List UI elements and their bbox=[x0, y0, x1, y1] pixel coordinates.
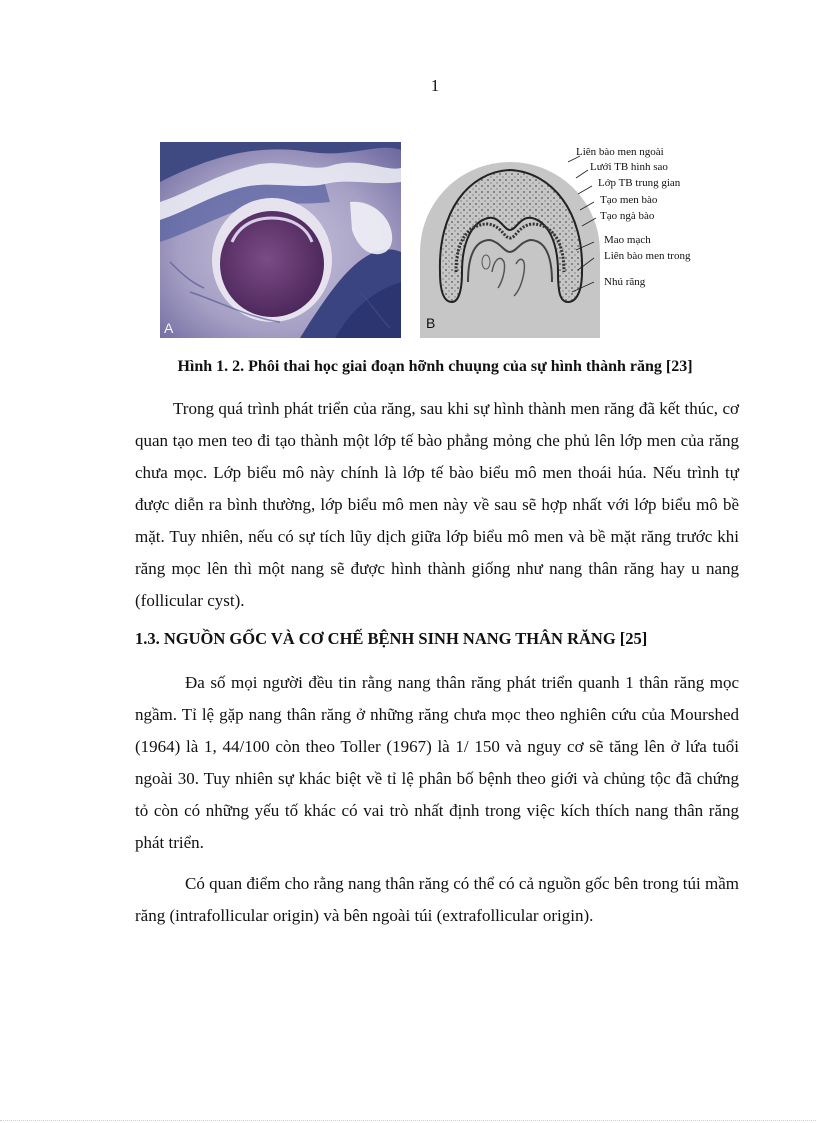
label-stellate-reticulum: Lưới TB hình sao bbox=[590, 161, 668, 173]
label-stratum-intermedium: Lớp TB trung gian bbox=[598, 177, 681, 189]
figure-caption: Hình 1. 2. Phôi thai học giai đoạn hỡnh chuụng của sự hình thành răng [23] bbox=[177, 358, 693, 375]
label-inner-enamel-epithelium: Liên bào men trong bbox=[604, 250, 691, 262]
paragraph: Trong quá trình phát triển của răng, sau khi sự hình thành men răng đã kết thúc, cơ quan tạo men teo đi tạo thành một lớp tế bào phẳng mỏng che phủ lên lớp men của răng chưa mọc. Lớp biểu mô này chính là lớp tế bào biểu mô men thoái húa. Nếu trình tự được diễn ra bình thường, lớp biểu mô men này về sau sẽ hợp nhất với lớp biểu mô bề mặt. Tuy nhiên, nếu có sự tích lũy dịch giữa lớp biểu mô men và bề mặt răng trước khi răng mọc lên thì một nang sẽ được hình thành giống như nang thân răng hay u nang (follicular cyst). bbox=[135, 399, 739, 610]
histology-image bbox=[160, 142, 401, 338]
label-dental-papilla: Nhú răng bbox=[604, 276, 646, 288]
histology-photo-panel-a bbox=[160, 142, 401, 338]
label-capillaries: Mao mạch bbox=[604, 234, 651, 246]
label-ameloblasts: Tạo men bào bbox=[600, 194, 658, 206]
label-outer-enamel-epithelium: Liên bào men ngoài bbox=[576, 146, 664, 158]
panel-b-label: B bbox=[426, 315, 436, 331]
section-heading: 1.3. NGUỒN GỐC VÀ CƠ CHẾ BỆNH SINH NANG THÂN RĂNG [25] bbox=[135, 629, 648, 648]
figure-tooth-bell-stage bbox=[160, 142, 720, 338]
diagram-panel-b bbox=[408, 142, 720, 338]
paragraph: Có quan điểm cho rằng nang thân răng có thể có cả nguồn gốc bên trong túi mầm răng (intrafollicular origin) và bên ngoài túi (extrafollicular origin). bbox=[135, 874, 739, 925]
page-number: 1 bbox=[430, 76, 440, 95]
tooth-germ-diagram bbox=[408, 142, 720, 338]
panel-a-label: A bbox=[164, 320, 174, 336]
page-bottom-rule bbox=[0, 1120, 816, 1121]
paragraph: Đa số mọi người đều tin rằng nang thân răng phát triển quanh 1 thân răng mọc ngầm. Tỉ lệ gặp nang thân răng ở những răng chưa mọc theo nghiên cứu của Mourshed (1964) là 1, 44/100 còn theo Toller (1967) là 1/ 150 và nguy cơ sẽ tăng lên ở lứa tuổi ngoài 30. Tuy nhiên sự khác biệt về tỉ lệ phân bố bệnh theo giới và chủng tộc đã chứng tỏ còn có những yếu tố khác có vai trò nhất định trong việc kích thích nang thân răng phát triển. bbox=[135, 673, 739, 852]
label-odontoblasts: Tạo ngà bào bbox=[600, 210, 655, 222]
